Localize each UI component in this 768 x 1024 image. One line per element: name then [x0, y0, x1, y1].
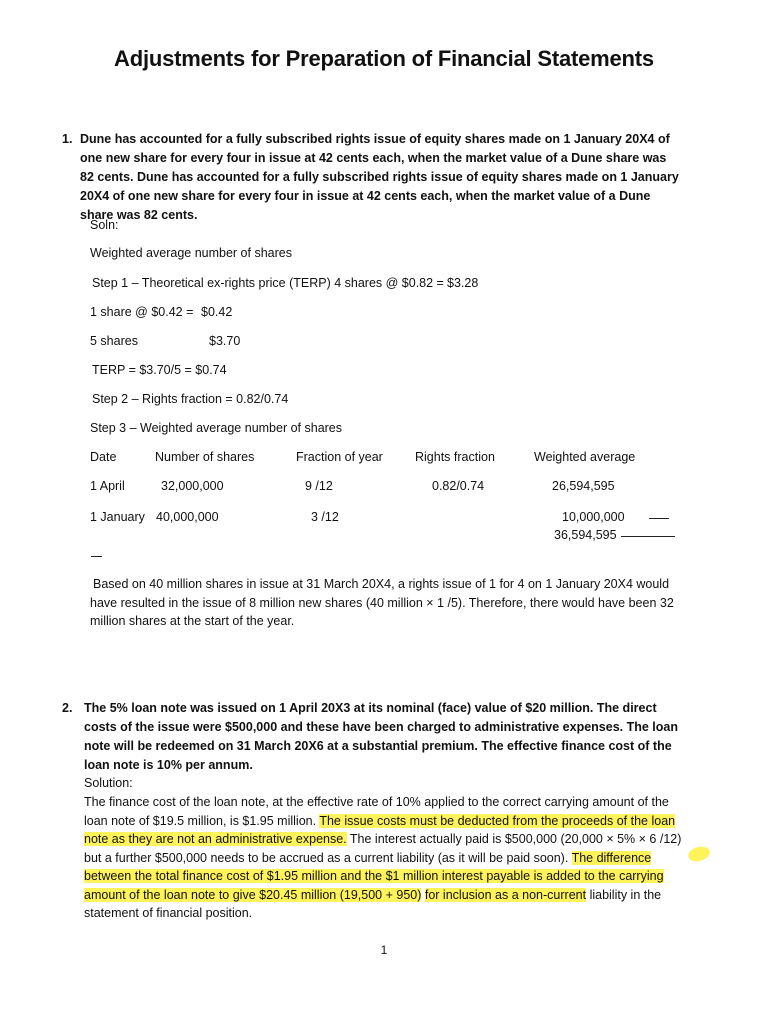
- table-cell-weighted: 26,594,595: [552, 479, 615, 493]
- table-cell-shares: 40,000,000: [156, 510, 219, 524]
- step2-text: Step 2 – Rights fraction = 0.82/0.74: [92, 392, 289, 406]
- solution-text: The interest actually paid is $500,000 (20,000 × 5% × 6 /12) but a further $500,000 needs to be accrued as a current liability (as it will be paid soon).: [84, 832, 682, 865]
- highlighted-text: The issue costs must be deducted from the proceeds of the loan note as they are not an administrative expense.: [84, 813, 676, 846]
- highlighted-text: for inclusion as a non-current: [424, 887, 587, 902]
- page-number: 1: [380, 943, 388, 957]
- table-cell-weighted: 10,000,000: [562, 510, 625, 524]
- one-share-line: 1 share @ $0.42 =: [90, 305, 194, 319]
- five-shares-line: 5 shares: [90, 334, 138, 348]
- question-1-text: Dune has accounted for a fully subscribed rights issue of equity shares made on 1 January 20X4 of one new share for every four in issue at 42 cents each, when the market value of a Dune share was 82 cents. Dune has accounted for a fully subscribed rights issue of equity shares made on 1 January 20X4 of one new share for every four in issue at 42 cents each, when the market value of a Dune share was 82 cents.: [80, 132, 679, 222]
- table-cell-fraction: 3 /12: [311, 510, 339, 524]
- question-2: [62, 699, 682, 775]
- table-header-fraction: Fraction of year: [296, 450, 383, 464]
- table-cell-shares: 32,000,000: [161, 479, 224, 493]
- table-cell-fraction: 9 /12: [305, 479, 333, 493]
- table-cell-date: 1 April: [90, 479, 125, 493]
- table-header-weighted: Weighted average: [534, 450, 636, 464]
- q1-explanation: Based on 40 million shares in issue at 31 March 20X4, a rights issue of 1 for 4 on 1 January 20X4 would have resulted in the issue of 8 million new shares (40 million × 1 /5). Therefore, there would have been 32 million shares at the start of the year.: [90, 577, 674, 628]
- question-2-text: The 5% loan note was issued on 1 April 20X3 at its nominal (face) value of $20 million. The direct costs of the issue were $500,000 and these have been charged to administrative expenses. The loan note will be redeemed on 31 March 20X6 at a substantial premium. The effective finance cost of the loan note is 10% per annum.: [84, 701, 678, 772]
- solution-text: The finance cost of the loan note, at the effective rate of 10% applied to the correct carrying amount of the loan note of $19.5 million, is $1.95 million.: [84, 795, 669, 828]
- step3-text: Step 3 – Weighted average number of shares: [90, 421, 343, 435]
- table-cell-rights: 0.82/0.74: [432, 479, 485, 493]
- five-shares-value: $3.70: [209, 334, 241, 348]
- step1-value: $3.28: [447, 276, 479, 290]
- question-1-number: 1.: [62, 132, 73, 146]
- table-header-rights: Rights fraction: [415, 450, 495, 464]
- solution-label: Solution:: [84, 776, 133, 790]
- table-total: 36,594,595: [554, 528, 617, 542]
- underline-rule: [649, 518, 669, 519]
- one-share-value: $0.42: [201, 305, 233, 319]
- soln-label: Soln:: [90, 218, 119, 232]
- solution-text: liability in the statement of financial position.: [84, 887, 662, 920]
- table-cell-date: 1 January: [90, 510, 145, 524]
- question-1: [62, 130, 682, 225]
- question-2-number: 2.: [62, 701, 73, 715]
- highlight-mark: [687, 844, 712, 863]
- table-header-date: Date: [90, 450, 117, 464]
- total-rule: [621, 536, 675, 537]
- highlighted-text: The difference between the total finance cost of $1.95 million and the $1 million interest payable is added to the carrying amount of the loan note to give $20.45 million (19,500 + 950): [84, 850, 664, 902]
- step1-text: Step 1 – Theoretical ex-rights price (TERP) 4 shares @ $0.82 =: [92, 276, 444, 290]
- table-header-shares: Number of shares: [155, 450, 255, 464]
- q2-solution: [84, 793, 684, 923]
- stray-dash: [91, 556, 102, 557]
- wa-heading: Weighted average number of shares: [90, 246, 292, 260]
- terp-line: TERP = $3.70/5 = $0.74: [92, 363, 227, 377]
- page-title: Adjustments for Preparation of Financial Statements: [114, 46, 654, 71]
